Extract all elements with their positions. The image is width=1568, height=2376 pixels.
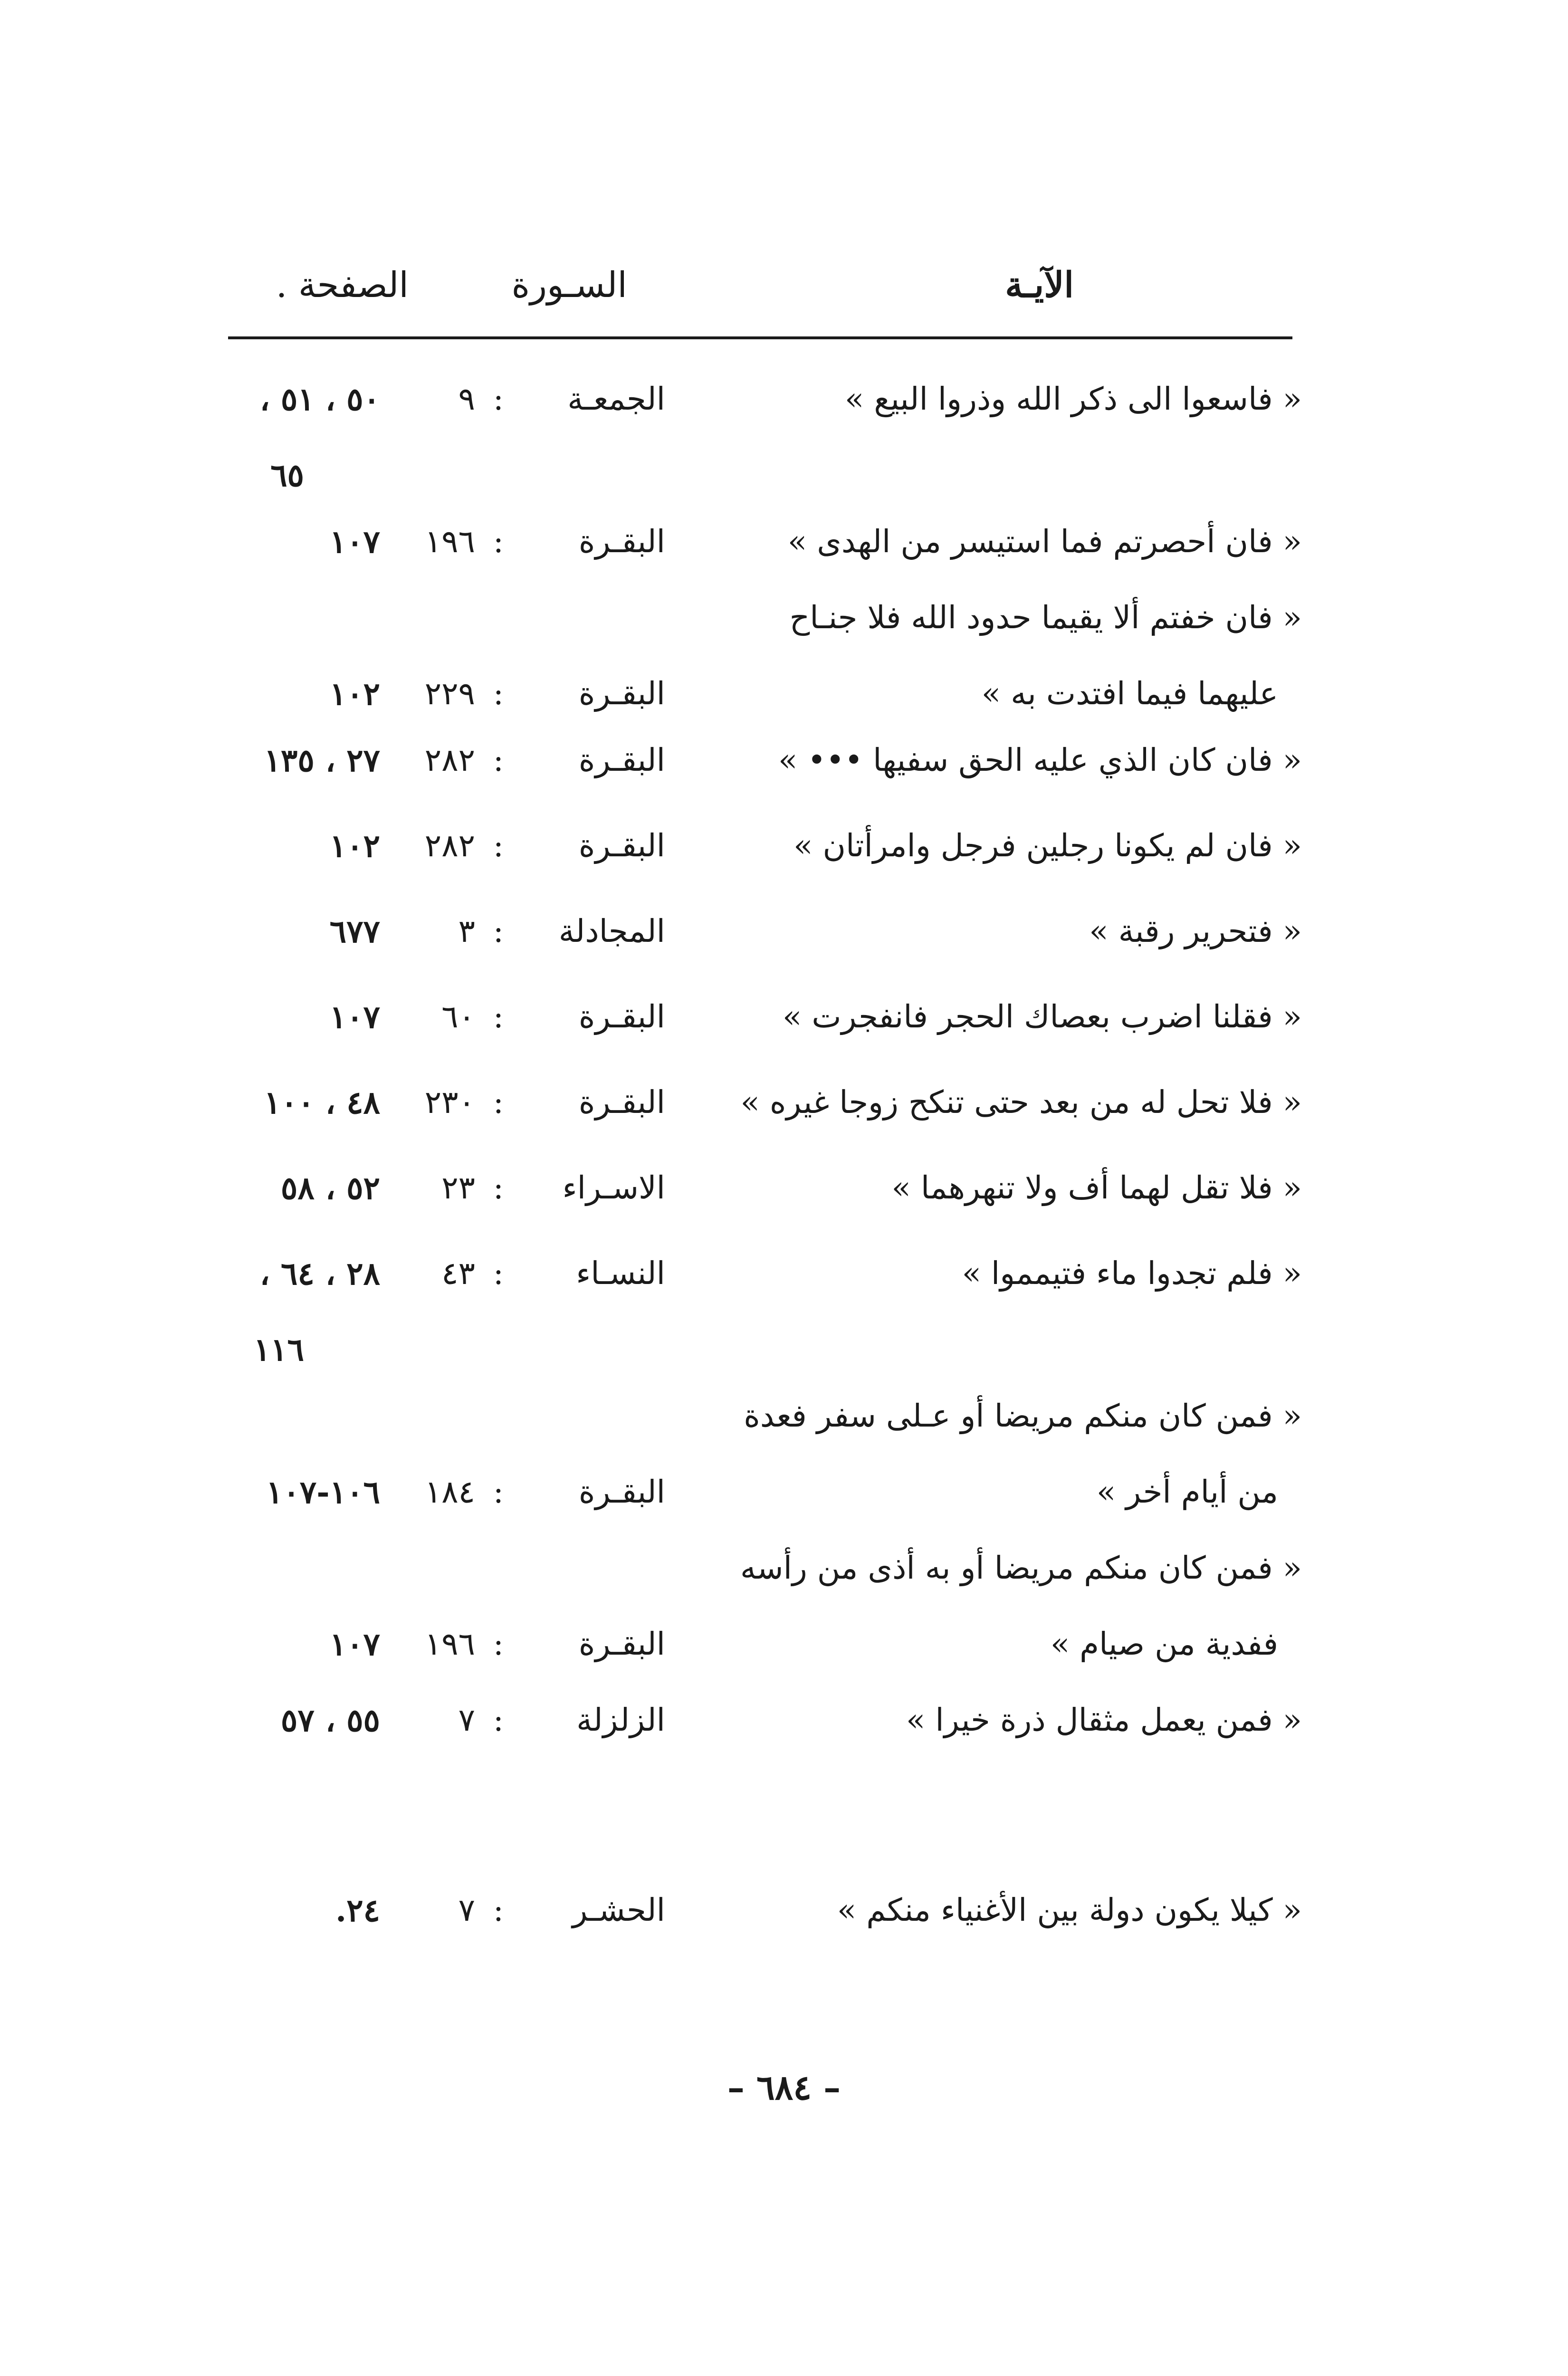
colon-separator: :: [493, 913, 504, 949]
verse-line: « فمن كان منكم مريضا أو عـلى سفر فعدة: [744, 1398, 1302, 1434]
verse-line: من أيام أخر »: [1096, 1474, 1278, 1510]
page-reference-line: ١٠٦-١٠٧: [266, 1474, 380, 1511]
page-reference-line: ٤٨ ، ١٠٠: [264, 1084, 380, 1121]
verse-line: « فان خفتم ألا يقيما حدود الله فلا جنـاح: [789, 599, 1302, 636]
page-reference-line: ١٠٧: [329, 1626, 380, 1663]
page-reference-line: ٦٥: [270, 457, 304, 494]
verse-line: « فلا تقل لهما أف ولا تنهرهما »: [891, 1169, 1302, 1206]
colon-separator: :: [493, 1474, 504, 1510]
page-references: [200, 361, 380, 513]
colon-separator: :: [493, 1626, 504, 1662]
page-references: [200, 1872, 380, 1948]
surah-name: البقـرة: [578, 675, 665, 712]
verse-line: « فان كان الذي عليه الحق سفيها ••• »: [778, 742, 1302, 778]
verse-line: « فان لم يكونا رجلين فرجل وامرأتان »: [794, 827, 1302, 864]
verse-line: « فان أحصرتم فما استيسر من الهدى »: [787, 523, 1302, 560]
page-references: [200, 504, 380, 580]
surah-name: الجمعـة: [567, 381, 665, 417]
ayah-number: ٢٣٠: [424, 1084, 475, 1121]
page-reference-line: ٥٥ ، ٥٧: [280, 1702, 380, 1739]
ayah-number: ٧: [458, 1702, 475, 1738]
surah-name: النسـاء: [576, 1255, 665, 1292]
page-references: [200, 722, 380, 798]
colon-separator: :: [493, 1169, 504, 1206]
page-reference-line: ١٠٢: [329, 675, 380, 712]
page-number: – ٦٨٤ –: [727, 2067, 841, 2108]
surah-name: الزلزلة: [576, 1702, 665, 1738]
verse-line: ففدية من صيام »: [1050, 1626, 1278, 1662]
surah-name: البقـرة: [578, 998, 665, 1035]
ayah-number: ٢٨٢: [424, 827, 475, 864]
verse-line: « فتحرير رقبة »: [1089, 913, 1302, 949]
surah-column-header: السـورة: [511, 265, 627, 306]
surah-name: المجادلة: [558, 913, 665, 949]
page-references: [200, 656, 380, 732]
colon-separator: :: [493, 1084, 504, 1121]
page-reference-line: ٥٠ ، ٥١ ،: [259, 381, 380, 418]
page-column-header: الصفحة .: [276, 265, 409, 306]
page-references: [200, 1454, 380, 1530]
page-references: [200, 1064, 380, 1140]
ayah-number: ١٨٤: [424, 1474, 475, 1510]
ayah-number: ٢٣: [441, 1169, 475, 1206]
ayah-number: ٢٢٩: [424, 675, 475, 712]
surah-name: الحشـر: [572, 1892, 665, 1928]
page-references: [200, 808, 380, 884]
surah-name: البقـرة: [578, 1626, 665, 1662]
page-reference-line: ٦٧٧: [329, 913, 380, 950]
ayah-number: ٧: [458, 1892, 475, 1928]
page-references: [200, 1150, 380, 1226]
verse-column-header: الآيـة: [1005, 265, 1074, 306]
page-references: [200, 1236, 380, 1388]
ayah-number: ٩: [458, 381, 475, 417]
colon-separator: :: [493, 827, 504, 864]
surah-name: البقـرة: [578, 523, 665, 560]
colon-separator: :: [493, 1702, 504, 1738]
verse-line: « فاسعوا الى ذكر الله وذروا البيع »: [845, 381, 1302, 417]
verse-line: عليهما فيما افتدت به »: [981, 675, 1278, 712]
colon-separator: :: [493, 742, 504, 778]
surah-name: البقـرة: [578, 1084, 665, 1121]
ayah-number: ٢٨٢: [424, 742, 475, 778]
verse-line: « فلا تحل له من بعد حتى تنكح زوجا غيره »: [740, 1084, 1302, 1121]
verse-line: « فلم تجدوا ماء فتيمموا »: [962, 1255, 1302, 1292]
colon-separator: :: [493, 1892, 504, 1928]
verse-line: « فمن كان منكم مريضا أو به أذى من رأسه: [740, 1550, 1302, 1586]
colon-separator: :: [493, 675, 504, 712]
verse-line: « فمن يعمل مثقال ذرة خيرا »: [906, 1702, 1302, 1738]
table-header: [0, 257, 1568, 314]
colon-separator: :: [493, 523, 504, 560]
page-references: [200, 1606, 380, 1682]
page-references: [200, 1682, 380, 1758]
colon-separator: :: [493, 381, 504, 417]
surah-name: البقـرة: [578, 742, 665, 778]
page-reference-line: ١١٦: [253, 1331, 304, 1368]
header-divider: [228, 336, 1292, 339]
ayah-number: ٦٠: [441, 998, 475, 1035]
page-reference-line: ٢٧ ، ١٣٥: [264, 742, 380, 779]
surah-name: البقـرة: [578, 1474, 665, 1510]
page-reference-line: ٢٤.: [335, 1892, 380, 1929]
page-reference-line: ١٠٧: [329, 998, 380, 1035]
ayah-number: ٣: [458, 913, 475, 949]
page-reference-line: ١٠٢: [329, 827, 380, 864]
surah-name: الاسـراء: [562, 1169, 665, 1206]
surah-name: البقـرة: [578, 827, 665, 864]
ayah-number: ١٩٦: [424, 523, 475, 560]
colon-separator: :: [493, 998, 504, 1035]
page-reference-line: ١٠٧: [329, 523, 380, 560]
verse-line: « كيلا يكون دولة بين الأغنياء منكم »: [837, 1892, 1302, 1928]
page-references: [200, 979, 380, 1055]
colon-separator: :: [493, 1255, 504, 1292]
page-reference-line: ٥٢ ، ٥٨: [280, 1169, 380, 1207]
ayah-number: ١٩٦: [424, 1626, 475, 1662]
page-references: [200, 893, 380, 969]
page-reference-line: ٢٨ ، ٦٤ ،: [259, 1255, 380, 1292]
ayah-number: ٤٣: [441, 1255, 475, 1292]
verse-line: « فقلنا اضرب بعصاك الحجر فانفجرت »: [783, 998, 1302, 1035]
